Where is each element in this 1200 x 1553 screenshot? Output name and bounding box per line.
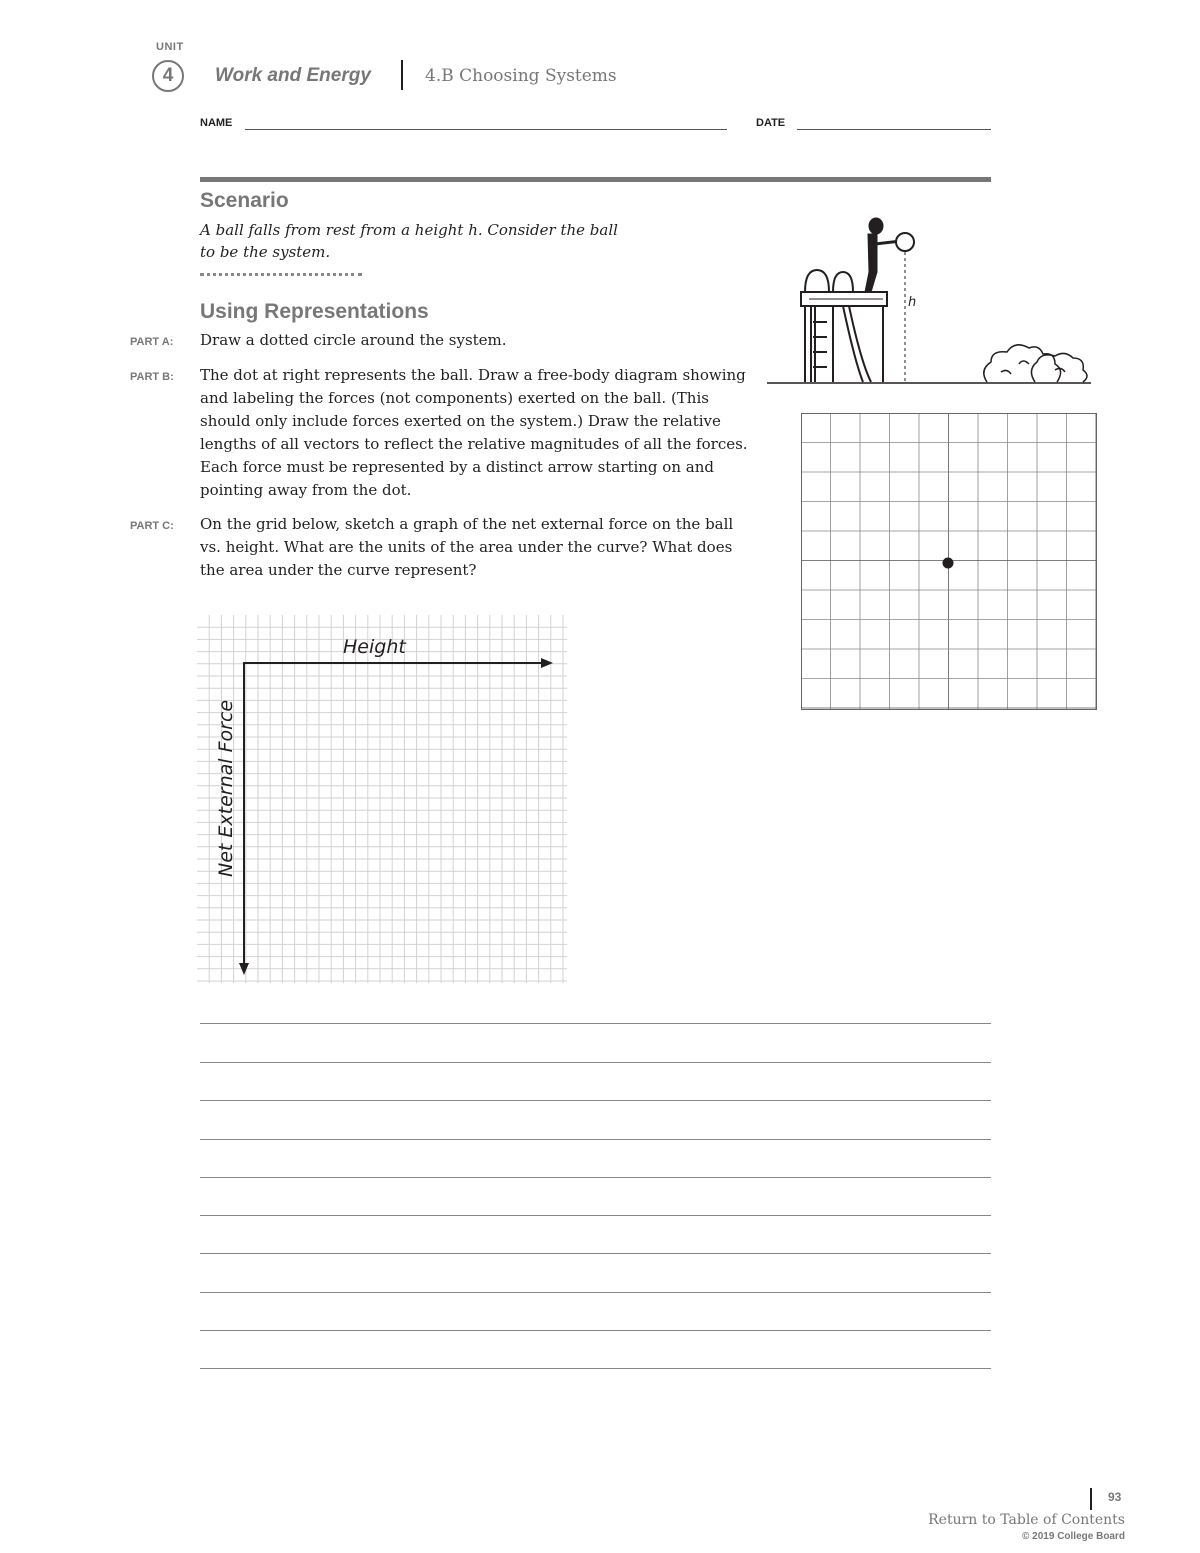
answer-line[interactable] [200, 1253, 991, 1254]
unit-title: Work and Energy [215, 65, 371, 86]
answer-line[interactable] [200, 1215, 991, 1216]
slide-platform [801, 270, 887, 382]
footer-divider [1090, 1488, 1092, 1510]
topic-title: 4.B Choosing Systems [425, 66, 617, 86]
x-axis [244, 658, 553, 668]
page-number: 93 [1108, 1490, 1122, 1504]
dotted-divider [200, 273, 362, 276]
y-axis [239, 662, 249, 975]
name-field[interactable] [245, 129, 727, 130]
x-axis-label: Height [343, 636, 406, 658]
answer-line[interactable] [200, 1292, 991, 1293]
scenario-title: Scenario [200, 189, 289, 212]
answer-line[interactable] [200, 1139, 991, 1140]
person-figure [865, 218, 901, 292]
free-body-diagram-grid[interactable] [801, 413, 1097, 710]
y-axis-label: Net External Force [215, 699, 237, 877]
date-label: DATE [756, 117, 786, 129]
height-label: h [908, 295, 917, 310]
scenario-text: A ball falls from rest from a height h. Consider the ball to be the system. [200, 221, 618, 261]
scene-illustration [765, 212, 1095, 387]
part-b-text: The dot at right represents the ball. Draw a free-body diagram showing and labeling the forces (not components) exerted on the ball. (This should only include forces exerted on the system.) Draw the relative lengths of all vectors to reflect the relative magnitudes of all the forces. Each force must be represented by a distinct arrow starting on and pointing away from the dot. [200, 366, 748, 499]
part-a-text: Draw a dotted circle around the system. [200, 331, 507, 349]
answer-line[interactable] [200, 1330, 991, 1331]
copyright: © 2019 College Board [1022, 1531, 1125, 1542]
answer-line[interactable] [200, 1023, 991, 1024]
height-marker [905, 252, 916, 382]
part-b-label: PART B: [130, 371, 174, 383]
part-c-label: PART C: [130, 520, 174, 532]
answer-line[interactable] [200, 1062, 991, 1063]
ball-dot [943, 558, 954, 569]
part-c-text: On the grid below, sketch a graph of the net external force on the ball vs. height. What are the units of the area under the curve? What does the area under the curve represent? [200, 515, 734, 579]
bush-icon [984, 345, 1087, 382]
unit-number-badge: 4 [152, 60, 184, 92]
answer-line[interactable] [200, 1368, 991, 1369]
date-field[interactable] [797, 129, 991, 130]
section-rule [200, 177, 991, 182]
representations-title: Using Representations [200, 300, 429, 323]
answer-line[interactable] [200, 1100, 991, 1101]
ball-icon [896, 233, 914, 251]
answer-line[interactable] [200, 1177, 991, 1178]
force-vs-height-graph[interactable] [197, 615, 567, 983]
part-a-label: PART A: [130, 336, 174, 348]
unit-label: UNIT [156, 41, 184, 53]
name-label: NAME [200, 117, 233, 129]
header-divider [401, 60, 403, 90]
table-of-contents-link[interactable]: Return to Table of Contents [928, 1512, 1125, 1528]
